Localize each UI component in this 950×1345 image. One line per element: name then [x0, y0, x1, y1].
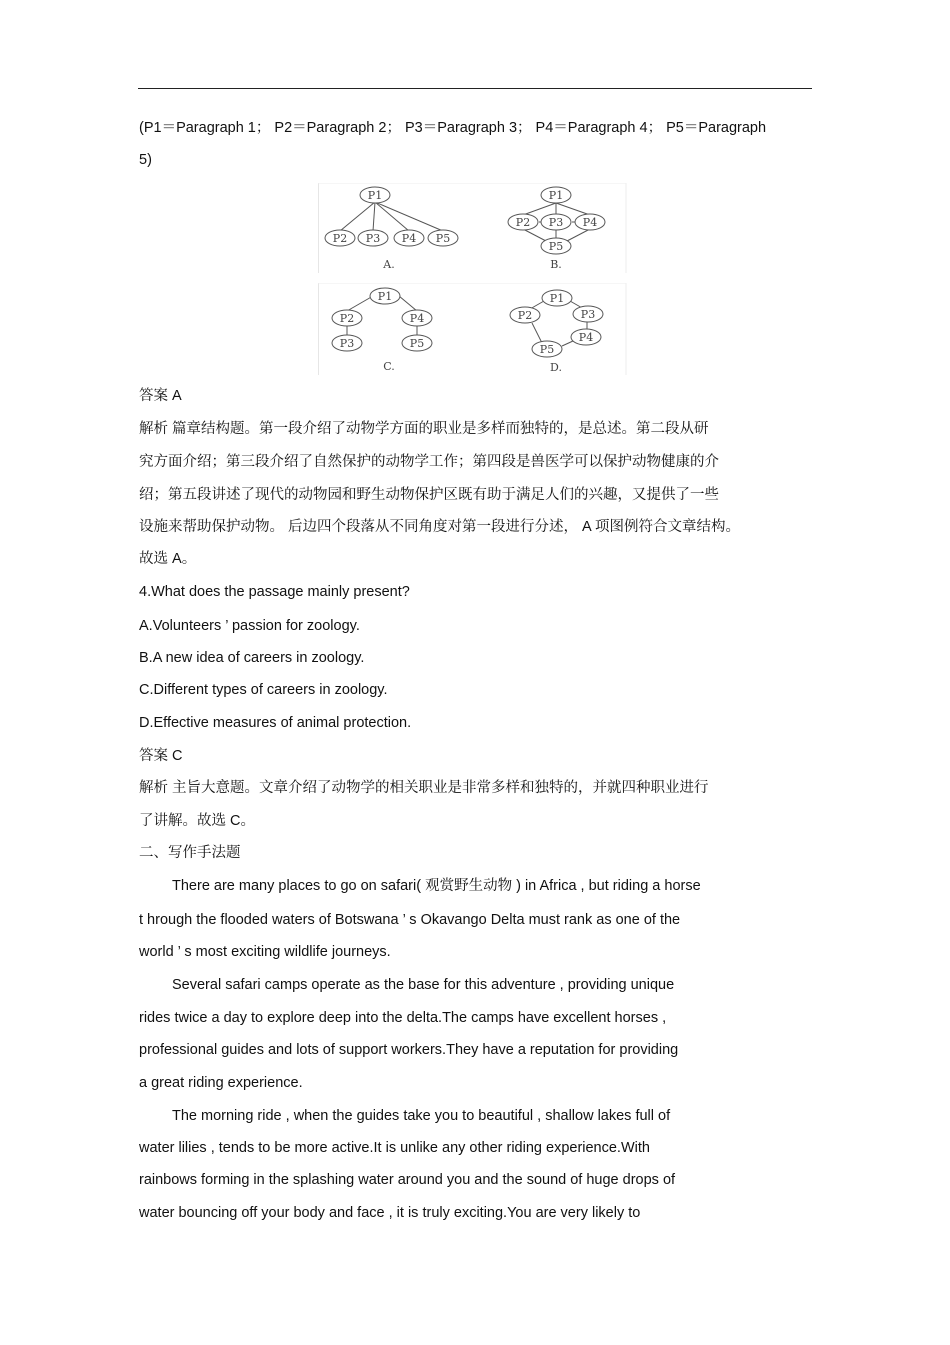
diagram-b-node-p3: P3: [548, 216, 564, 229]
header-rule: [138, 88, 812, 89]
diagram-a-label: A.: [383, 258, 395, 271]
diagram-a: [325, 187, 458, 271]
diagram-b-label: B.: [550, 258, 562, 271]
q4-question: 4.What does the passage mainly present?: [139, 584, 410, 600]
passage-line: water bouncing off your body and face , it is truly exciting.You are very likely to: [139, 1205, 641, 1221]
passage-line: a great riding experience.: [139, 1075, 303, 1091]
q3-answer: 答案 A: [139, 388, 182, 404]
q4-option-a: A.Volunteers ’ passion for zoology.: [139, 618, 360, 634]
diagram-b: [508, 187, 605, 271]
diagram-a-node-p1: P1: [367, 189, 383, 202]
diagram-c-node-p2: P2: [339, 312, 355, 325]
diagram-b-node-p5: P5: [548, 240, 564, 253]
q4-option-b: B.A new idea of careers in zoology.: [139, 650, 365, 666]
passage-line: water lilies , tends to be more active.It is unlike any other riding experience.With: [139, 1140, 650, 1156]
passage-line: t hrough the flooded waters of Botswana ’ s Okavango Delta must rank as one of the: [139, 912, 681, 928]
q3-analysis-line: 究方面介绍；第三段介绍了自然保护的动物学工作；第四段是兽医学可以保护动物健康的介: [139, 454, 719, 470]
passage-line: The morning ride , when the guides take you to beautiful , shallow lakes full of: [172, 1108, 671, 1124]
diagram-c-node-p3: P3: [339, 337, 355, 350]
q4-option-c: C.Different types of careers in zoology.: [139, 682, 388, 698]
diagram-row-cd: [318, 283, 628, 375]
passage-line: rainbows forming in the splashing water around you and the sound of huge drops of: [139, 1172, 676, 1188]
diagram-b-node-p2: P2: [515, 216, 531, 229]
legend-line-1: (P1＝Paragraph 1； P2＝Paragraph 2； P3＝Paragraph 3； P4＝Paragraph 4； P5＝Paragraph: [139, 120, 767, 136]
diagram-d-node-p1: P1: [549, 292, 565, 305]
passage-line: world ’ s most exciting wildlife journeys.: [139, 944, 391, 960]
diagram-d-node-p4: P4: [578, 331, 594, 344]
q3-analysis-line: 绍；第五段讲述了现代的动物园和野生动物保护区既有助于满足人们的兴趣，又提供了一些: [139, 487, 719, 503]
diagram-b-node-p4: P4: [582, 216, 598, 229]
section-2-title: 二、写作手法题: [139, 845, 241, 861]
passage-line: There are many places to go on safari( 观赏野生动物 ) in Africa , but riding a horse: [172, 878, 701, 894]
diagram-a-node-p2: P2: [332, 232, 348, 245]
diagram-d-node-p5: P5: [539, 343, 555, 356]
q4-answer: 答案 C: [139, 748, 183, 764]
q3-analysis-line: 设施来帮助保护动物。 后边四个段落从不同角度对第一段进行分述， A 项图例符合文章结构。: [139, 519, 740, 535]
diagram-c-label: C.: [383, 360, 395, 373]
diagram-d-label: D.: [550, 361, 562, 374]
diagram-d-node-p3: P3: [580, 308, 596, 321]
q4-option-d: D.Effective measures of animal protection.: [139, 715, 412, 731]
diagram-b-node-p1: P1: [548, 189, 564, 202]
diagram-d-node-p2: P2: [517, 309, 533, 322]
passage-line: rides twice a day to explore deep into the delta.The camps have excellent horses ,: [139, 1010, 667, 1026]
diagram-row-ab: [318, 183, 628, 273]
diagram-a-node-p4: P4: [401, 232, 417, 245]
diagram-a-node-p5: P5: [435, 232, 451, 245]
q3-analysis-line: 解析 篇章结构题。第一段介绍了动物学方面的职业是多样而独特的，是总述。第二段从研: [139, 421, 709, 437]
diagram-c: [332, 288, 432, 373]
diagram-c-node-p5: P5: [409, 337, 425, 350]
diagram-c-node-p4: P4: [409, 312, 425, 325]
passage-line: Several safari camps operate as the base for this adventure , providing unique: [172, 977, 675, 993]
q4-analysis-line: 了讲解。故选 C。: [139, 813, 255, 829]
diagram-d: [510, 290, 603, 374]
q4-analysis-line: 解析 主旨大意题。文章介绍了动物学的相关职业是非常多样和独特的，并就四种职业进行: [139, 780, 709, 796]
diagram-a-node-p3: P3: [365, 232, 381, 245]
passage-line: professional guides and lots of support workers.They have a reputation for providing: [139, 1042, 679, 1058]
diagram-c-node-p1: P1: [377, 290, 393, 303]
legend-line-2: 5): [139, 152, 152, 168]
q3-analysis-line: 故选 A。: [139, 551, 197, 567]
